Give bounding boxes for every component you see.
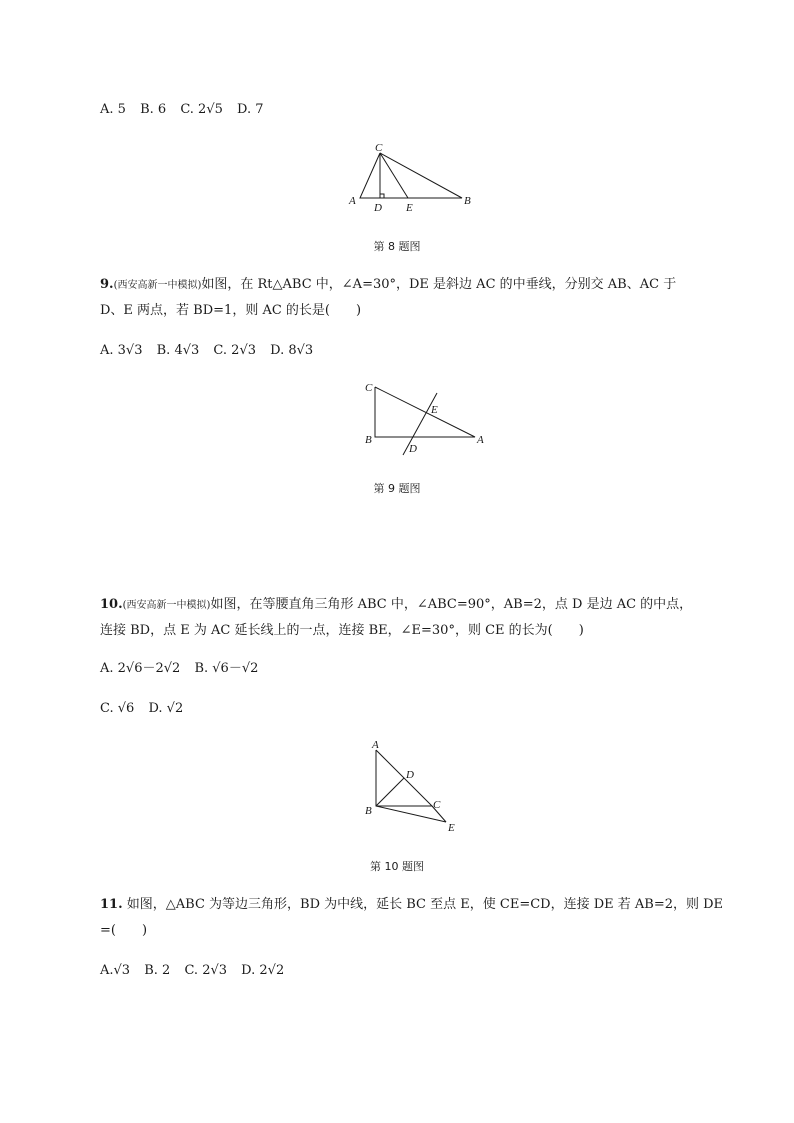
q10-segment-bd xyxy=(376,778,404,806)
q9-label-a: A xyxy=(477,434,484,446)
q10-option-b: B. √6－√2 xyxy=(194,661,259,676)
q11-text-line2: =( ) xyxy=(100,923,148,938)
q8-option-a: A. 5 xyxy=(100,102,126,117)
q10-triangle-diagram xyxy=(360,738,470,838)
q8-option-b: B. 6 xyxy=(140,102,167,117)
q9-option-d: D. 8√3 xyxy=(270,343,314,358)
q9-options xyxy=(100,342,323,360)
q11-option-a: A.√3 xyxy=(100,963,131,978)
q11-stem: 如图，△ABC 为等边三角形，BD 为中线，延长 BC 至点 E，使 CE=CD，连接 DE 若 AB=2，则 DE xyxy=(126,897,724,912)
q8-triangle-abc xyxy=(360,153,462,198)
q10-stem: 如图，在等腰直角三角形 ABC 中，∠ABC=90°，AB=2，点 D 是边 AC 的中点， xyxy=(210,597,693,612)
q10-label-c: C xyxy=(433,799,441,811)
q10-option-d: D. √2 xyxy=(148,701,184,716)
q10-label-a: A xyxy=(372,739,379,751)
q11-option-b: B. 2 xyxy=(144,963,171,978)
q10-label-b: B xyxy=(365,805,372,817)
q8-right-angle-mark xyxy=(380,194,384,198)
q9-text-line2: D、E 两点，若 BD=1，则 AC 的长是( ) xyxy=(100,303,362,318)
q9-option-b: B. 4√3 xyxy=(156,343,200,358)
q8-option-d: D. 7 xyxy=(237,102,264,117)
q11-number: 11. xyxy=(100,897,123,912)
q9-label-b: B xyxy=(365,434,372,446)
q8-label-c: C xyxy=(375,142,383,154)
q9-label-d: D xyxy=(409,443,417,455)
q8-figure xyxy=(340,138,480,218)
q11-option-d: D. 2√2 xyxy=(241,963,285,978)
q9-caption: 第 9 题图 xyxy=(373,482,421,495)
q11-text-line1 xyxy=(100,896,723,914)
q8-label-b: B xyxy=(464,195,471,207)
q9-option-c: C. 2√3 xyxy=(213,343,256,358)
q9-label-c: C xyxy=(365,382,373,394)
q10-options-row1 xyxy=(100,660,268,678)
q10-label-e: E xyxy=(448,822,455,834)
q11-option-c: C. 2√3 xyxy=(184,963,228,978)
q8-triangle-diagram xyxy=(340,138,480,218)
q8-label-e: E xyxy=(406,202,413,214)
q8-label-d: D xyxy=(374,202,382,214)
q8-segment-ce xyxy=(380,153,408,198)
q8-options xyxy=(100,101,274,119)
q10-text-line2: 连接 BD，点 E 为 AC 延长线上的一点，连接 BE，∠E=30°，则 CE 的长为( ) xyxy=(100,623,584,638)
q9-triangle-diagram xyxy=(355,375,495,460)
q8-label-a: A xyxy=(349,195,356,207)
q9-text-line1 xyxy=(100,276,676,295)
q8-caption: 第 8 题图 xyxy=(373,240,421,253)
q10-caption: 第 10 题图 xyxy=(370,860,424,873)
q9-option-a: A. 3√3 xyxy=(100,343,143,358)
q9-stem: 如图，在 Rt△ABC 中，∠A=30°，DE 是斜边 AC 的中垂线，分别交 AB、AC 于 xyxy=(201,277,677,292)
q10-figure xyxy=(360,738,470,838)
q9-label-e: E xyxy=(431,404,438,416)
q11-options xyxy=(100,962,294,980)
q8-option-c: C. 2√5 xyxy=(180,102,223,117)
q9-triangle-abc xyxy=(375,387,475,437)
q9-number: 9. xyxy=(100,277,114,292)
q10-option-a: A. 2√6－2√2 xyxy=(100,661,181,676)
q10-number: 10. xyxy=(100,597,123,612)
q10-label-d: D xyxy=(406,769,414,781)
q10-source: (西安高新一中模拟) xyxy=(122,600,211,611)
q9-figure xyxy=(355,375,495,460)
q10-option-c: C. √6 xyxy=(100,701,135,716)
q9-source: (西安高新一中模拟) xyxy=(113,280,202,291)
q10-text-line1 xyxy=(100,596,692,615)
q10-options-row2 xyxy=(100,700,193,718)
